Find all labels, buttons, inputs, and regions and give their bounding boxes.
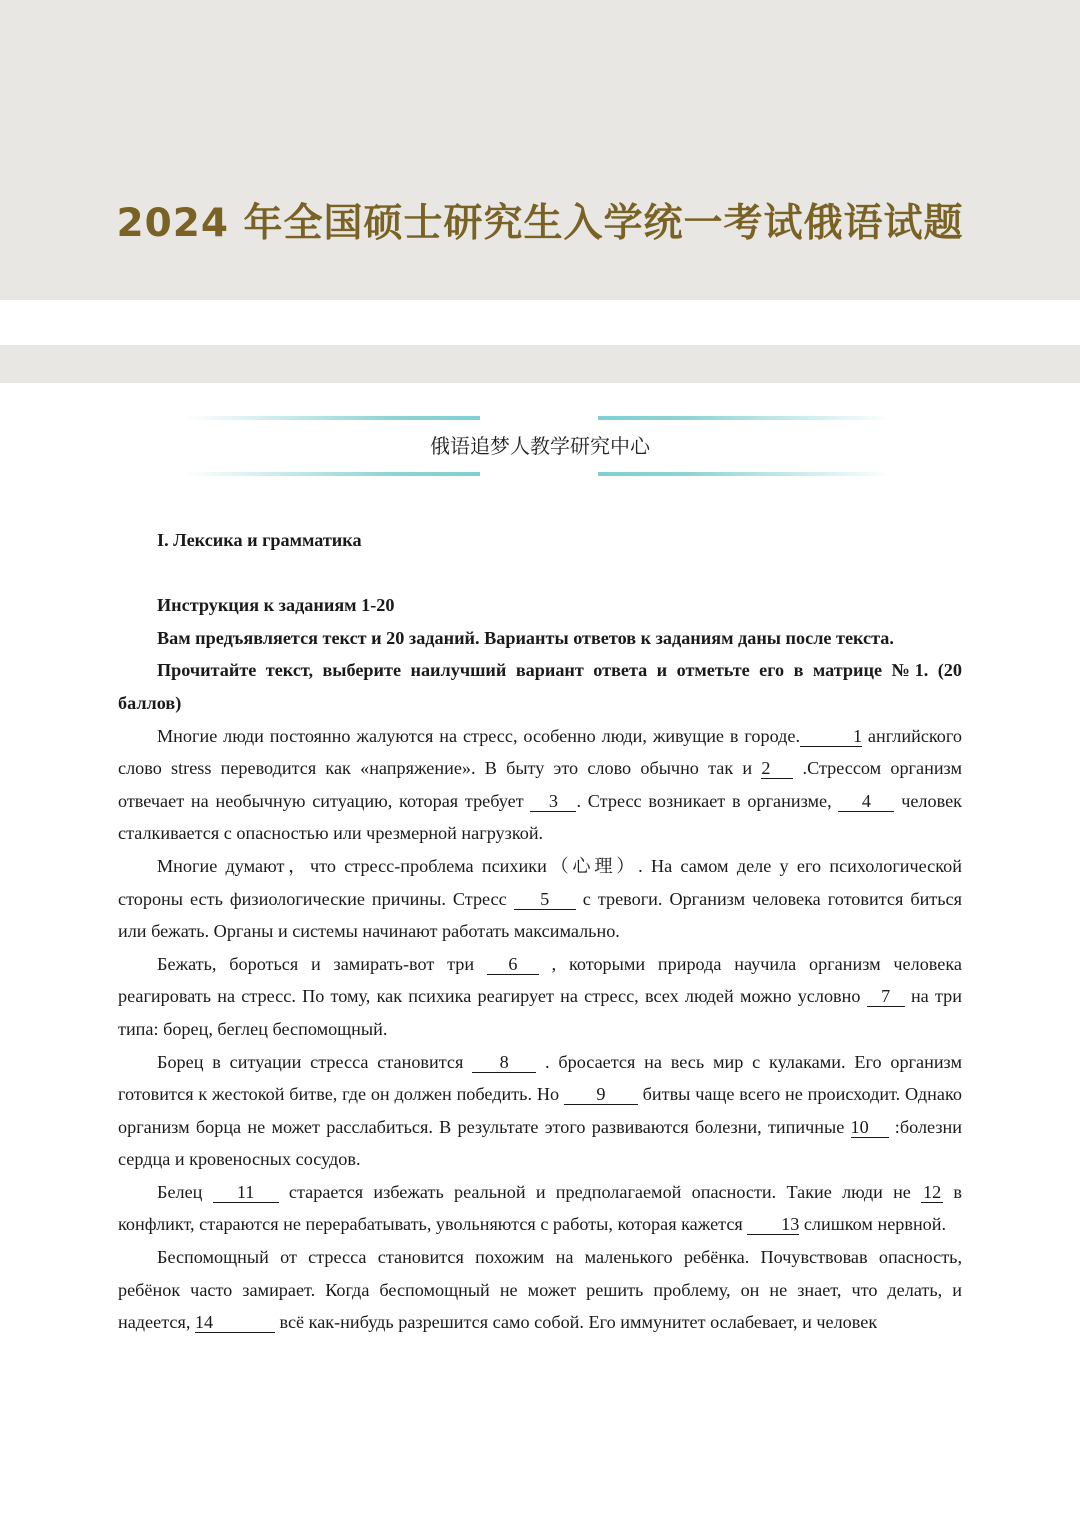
paragraph-2 bbox=[118, 850, 962, 948]
blank-4: 4 bbox=[838, 791, 894, 812]
text-segment: слишком нервной. bbox=[799, 1214, 947, 1235]
text-segment: . бросается на весь мир с кулаками. Его организм готовится к жестокой битве, где он должен победить. Но bbox=[118, 1051, 962, 1105]
blank-11: 11 bbox=[213, 1182, 279, 1203]
blank-12: 12 bbox=[923, 1181, 942, 1202]
text-segment: старается избежать реальной и предполагаемой опасности. Такие люди не bbox=[278, 1181, 922, 1202]
text-segment: Беспомощный от стресса становится похожим на маленького ребёнка. Почувствовав опасность, ребёнок часто замирает. Когда беспомощный не может решить проблему, он не знает, что делать, и надеется, bbox=[118, 1247, 962, 1333]
text-segment: Борец в ситуации стресса становится bbox=[157, 1051, 473, 1072]
text-segment: человек сталкивается с опасностью или чрезмерной нагрузкой. bbox=[118, 790, 962, 844]
paragraph-5 bbox=[118, 1176, 962, 1241]
text-segment: с тревоги. Организм человека готовится биться или бежать. Органы и системы начинают работать максимально. bbox=[118, 888, 962, 942]
instruction-title: Инструкция к заданиям 1-20 bbox=[157, 595, 395, 616]
divider-top-left bbox=[185, 416, 480, 420]
blank-14: 14 bbox=[195, 1312, 275, 1333]
text-segment: Бежать, бороться и замирать-вот три bbox=[157, 953, 487, 974]
document-body bbox=[118, 524, 962, 1339]
text-segment: битвы чаще всего не происходит. Однако организм борца не может расслабиться. В результате этого развиваются болезни, типичные bbox=[118, 1084, 962, 1137]
blank-5: 5 bbox=[514, 889, 576, 910]
text-segment: Многие думают，что стресс-проблема психики（心理）. На самом деле у его психологической стороны есть физиологические причины. Стресс bbox=[118, 855, 962, 909]
text-segment: .Стрессом организм отвечает на необычную ситуацию, которая требует bbox=[118, 758, 962, 811]
blank-2: 2 bbox=[761, 758, 793, 779]
section-heading: I. Лексика и грамматика bbox=[157, 530, 362, 550]
blank-3: 3 bbox=[530, 791, 576, 812]
blank-1: 1 bbox=[800, 726, 862, 747]
instruction-line-1: Вам предъявляется текст и 20 заданий. Варианты ответов к заданиям даны после текста. bbox=[157, 627, 894, 648]
text-segment: на три типа: борец, беглец беспомощный. bbox=[118, 986, 962, 1039]
text-segment: в конфликт, стараются не перерабатывать, увольняются с работы, которая кажется bbox=[118, 1181, 962, 1235]
text-segment: . Стресс возникает в организме, bbox=[576, 790, 839, 811]
text-segment: , которыми природа научила организм человека реагировать на стресс. По тому, как психика реагирует на стресс, всех людей можно условно bbox=[118, 953, 962, 1007]
divider-top-right bbox=[598, 416, 893, 420]
blank-10: 10 bbox=[851, 1117, 889, 1138]
blank-9: 9 bbox=[564, 1084, 638, 1105]
page-title: 2024 年全国硕士研究生入学统一考试俄语试题 bbox=[116, 201, 964, 246]
blank-6: 6 bbox=[487, 954, 539, 975]
text-segment: :болезни сердца и кровеносных сосудов. bbox=[118, 1116, 962, 1170]
text-segment: английского слово stress переводится как «напряжение». В быту это слово обычно так и bbox=[118, 725, 962, 779]
header-band bbox=[0, 0, 1080, 300]
paragraph-3 bbox=[118, 948, 962, 1046]
blank-7: 7 bbox=[867, 986, 905, 1007]
paragraph-1 bbox=[118, 720, 962, 850]
divider-bottom-left bbox=[185, 472, 480, 476]
text-segment: Многие люди постоянно жалуются на стресс, особенно люди, живущие в городе. bbox=[157, 725, 801, 746]
divider-bottom-right bbox=[598, 472, 893, 476]
instruction-line-2: Прочитайте текст, выберите наилучший вариант ответа и отметьте его в матрице №1. (20 баллов) bbox=[118, 660, 962, 713]
blank-8: 8 bbox=[472, 1052, 536, 1073]
blank-13: 13 bbox=[747, 1214, 799, 1235]
paragraph-6 bbox=[118, 1241, 962, 1339]
organization-name: 俄语追梦人教学研究中心 bbox=[430, 434, 650, 458]
text-segment: всё как-нибудь разрешится само собой. Его иммунитет ослабевает, и человек bbox=[274, 1312, 878, 1333]
text-segment: Белец bbox=[157, 1181, 213, 1202]
paragraph-4 bbox=[118, 1046, 962, 1176]
sub-band bbox=[0, 345, 1080, 383]
